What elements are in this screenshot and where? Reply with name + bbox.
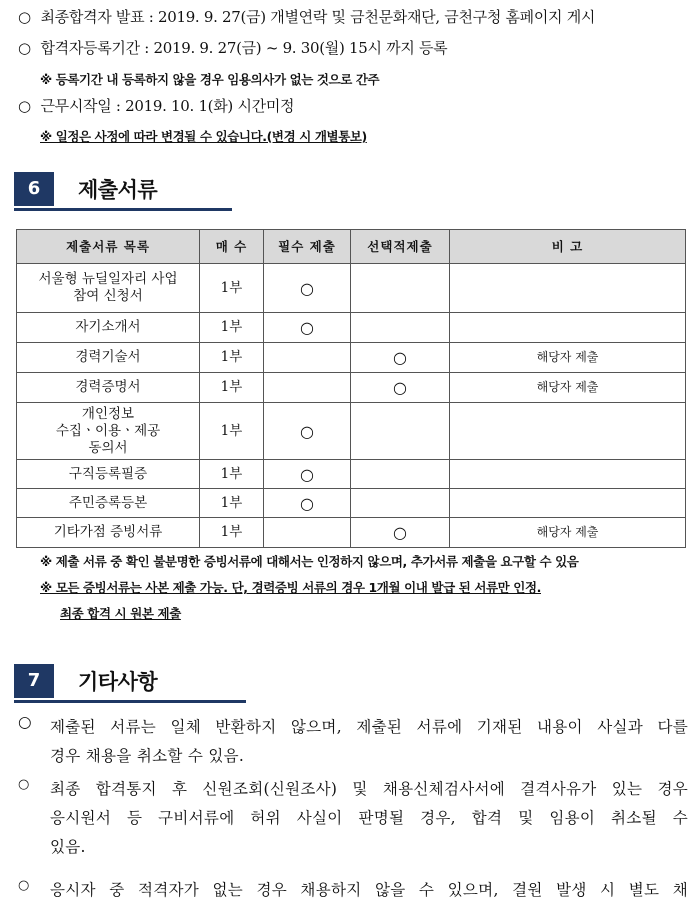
doc-count: 1부 <box>200 313 264 343</box>
bullet-circle-icon: ○ <box>18 39 31 57</box>
optional-mark: ○ <box>351 343 450 373</box>
table-row <box>17 518 686 548</box>
table-row <box>17 264 686 313</box>
misc-paragraph-3 <box>18 876 688 906</box>
doc-name: 기타가점 증빙서류 <box>17 518 200 548</box>
optional-mark <box>351 403 450 460</box>
misc-paragraph-1 <box>18 713 688 773</box>
bullet-circle-icon: ○ <box>18 713 32 731</box>
header-count: 매 수 <box>200 230 264 264</box>
bullet-circle-icon: ○ <box>18 97 31 115</box>
header-required: 필수 제출 <box>264 230 351 264</box>
paragraph-line: 응시자 중 적격자가 없는 경우 채용하지 않을 수 있으며, 결원 발생 시 별도 채 <box>50 881 688 899</box>
doc-remark <box>450 489 686 518</box>
bullet-circle-icon: ○ <box>18 878 30 893</box>
doc-remark: 해당자 제출 <box>450 373 686 403</box>
doc-count: 1부 <box>200 373 264 403</box>
table-row <box>17 373 686 403</box>
required-mark <box>264 373 351 403</box>
optional-mark: ○ <box>351 373 450 403</box>
registration-note: ※ 등록기간 내 등록하지 않을 경우 임용의사가 없는 것으로 간주 <box>40 72 380 87</box>
header-optional: 선택적제출 <box>351 230 450 264</box>
required-mark <box>264 343 351 373</box>
header-remark: 비 고 <box>450 230 686 264</box>
start-date-text: 근무시작일 : 2019. 10. 1(화) 시간미정 <box>40 97 295 115</box>
section-number: 6 <box>14 172 54 206</box>
bullet-circle-icon: ○ <box>18 777 30 792</box>
doc-name: 경력증명서 <box>17 373 200 403</box>
doc-remark <box>450 460 686 489</box>
paragraph-line: 있음. <box>50 838 86 856</box>
paragraph-line: 응시원서 등 구비서류에 허위 사실이 판명될 경우, 합격 및 임용이 취소될 수 <box>50 809 688 827</box>
registration-text: 합격자등록기간 : 2019. 9. 27(금) ~ 9. 30(월) 15시 까지 등록 <box>40 39 448 57</box>
doc-remark <box>450 403 686 460</box>
section-underline <box>14 700 246 703</box>
doc-name: 자기소개서 <box>17 313 200 343</box>
paragraph-line: 경우 채용을 취소할 수 있음. <box>50 747 245 765</box>
doc-name: 경력기술서 <box>17 343 200 373</box>
section-title: 기타사항 <box>78 670 158 694</box>
table-row <box>17 489 686 518</box>
doc-count: 1부 <box>200 460 264 489</box>
table-note-2: ※ 모든 증빙서류는 사본 제출 가능. 단, 경력증빙 서류의 경우 1개월 이내 발급 된 서류만 인정. <box>40 580 541 595</box>
doc-remark: 해당자 제출 <box>450 518 686 548</box>
schedule-note: ※ 일정은 사정에 따라 변경될 수 있습니다.(변경 시 개별통보) <box>40 129 367 144</box>
doc-name: 구직등록필증 <box>17 460 200 489</box>
doc-remark <box>450 313 686 343</box>
doc-name: 서울형 뉴딜일자리 사업 참여 신청서 <box>17 264 200 313</box>
final-announce-text: 최종합격자 발표 : 2019. 9. 27(금) 개별연락 및 금천문화재단, 금천구청 홈페이지 게시 <box>40 8 596 26</box>
optional-mark <box>351 489 450 518</box>
doc-name: 주민증록등본 <box>17 489 200 518</box>
doc-remark <box>450 264 686 313</box>
required-mark: ○ <box>264 489 351 518</box>
optional-mark <box>351 460 450 489</box>
section-underline <box>14 208 232 211</box>
table-row <box>17 343 686 373</box>
doc-count: 1부 <box>200 518 264 548</box>
documents-table <box>16 229 686 548</box>
table-row <box>17 460 686 489</box>
paragraph-line: 제출된 서류는 일체 반환하지 않으며, 제출된 서류에 기재된 내용이 사실과 다를 <box>50 718 688 736</box>
required-mark <box>264 518 351 548</box>
bullet-circle-icon: ○ <box>18 8 31 26</box>
required-mark: ○ <box>264 264 351 313</box>
required-mark: ○ <box>264 460 351 489</box>
misc-paragraph-2 <box>18 775 688 865</box>
doc-count: 1부 <box>200 489 264 518</box>
table-note-1: ※ 제출 서류 중 확인 불분명한 증빙서류에 대해서는 인정하지 않으며, 추가서류 제출을 요구할 수 있음 <box>40 554 579 569</box>
header-doc-list: 제출서류 목록 <box>17 230 200 264</box>
section-title: 제출서류 <box>78 178 158 202</box>
paragraph-line: 최종 합격통지 후 신원조회(신원조사) 및 채용신체검사서에 결격사유가 있는 경우 <box>50 780 688 798</box>
table-header-row <box>17 230 686 264</box>
doc-count: 1부 <box>200 264 264 313</box>
doc-count: 1부 <box>200 343 264 373</box>
table-note-3: 최종 합격 시 원본 제출 <box>60 606 181 621</box>
doc-count: 1부 <box>200 403 264 460</box>
table-row <box>17 403 686 460</box>
section-number: 7 <box>14 664 54 698</box>
required-mark: ○ <box>264 313 351 343</box>
doc-remark: 해당자 제출 <box>450 343 686 373</box>
doc-name: 개인정보 수집ㆍ이용ㆍ제공 동의서 <box>17 403 200 460</box>
optional-mark: ○ <box>351 518 450 548</box>
final-announce-line <box>18 6 691 27</box>
table-row <box>17 313 686 343</box>
required-mark: ○ <box>264 403 351 460</box>
optional-mark <box>351 264 450 313</box>
registration-line <box>18 37 691 58</box>
optional-mark <box>351 313 450 343</box>
start-date-line <box>18 95 691 116</box>
